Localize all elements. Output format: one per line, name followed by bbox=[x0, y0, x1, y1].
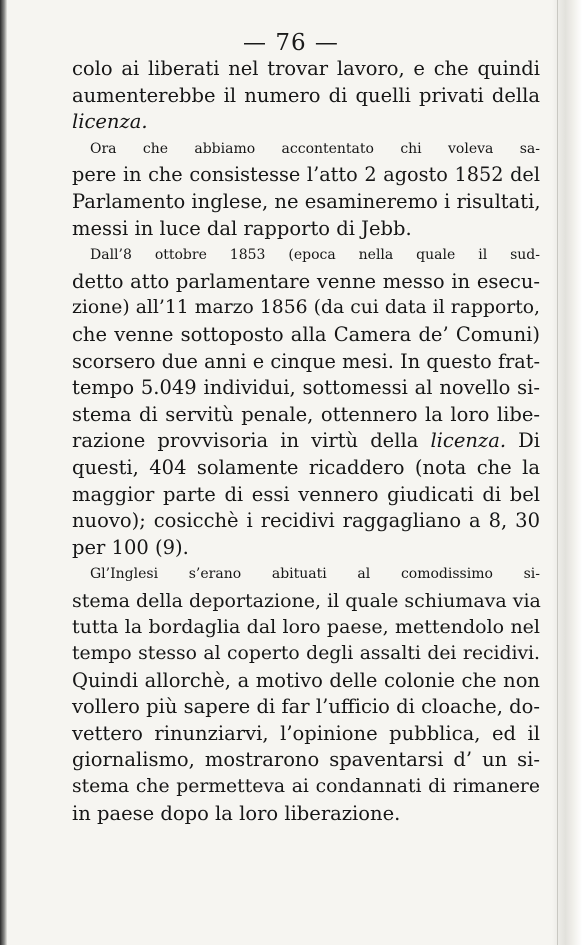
text-line: stema di servitù penale, ottennero la loro libe- bbox=[72, 402, 540, 426]
page-text bbox=[72, 56, 540, 827]
text-line: che venne sottoposto alla Camera de’ Comuni) bbox=[72, 322, 540, 346]
italic-word: licenza. bbox=[430, 429, 507, 453]
text-line: razione provvisoria in virtù della licenza. Di bbox=[72, 429, 541, 453]
text-line: questi, 404 solamente ricaddero (nota che la bbox=[72, 455, 540, 479]
text-line: Parlamento inglese, ne esamineremo i risultati, bbox=[72, 189, 541, 213]
text-line: vollero più sapere di far l’ufficio di cloache, do- bbox=[72, 695, 540, 719]
text-line: giornalismo, mostrarono spaventarsi d’ un si- bbox=[72, 748, 540, 772]
page-left-edge bbox=[0, 0, 7, 945]
text-line: messi in luce dal rapporto di Jebb. bbox=[72, 216, 412, 240]
text-line: Dall’8 ottobre 1853 (epoca nella quale il sud- bbox=[90, 247, 540, 264]
text-line: nuovo); cosicchè i recidivi raggagliano a 8, 30 bbox=[72, 509, 540, 533]
text-line: Gl’Inglesi s’erano abituati al comodissimo si- bbox=[90, 566, 540, 583]
text-line: vettero rinunziarvi, l’opinione pubblica, ed il bbox=[72, 721, 540, 745]
text-line: per 100 (9). bbox=[72, 535, 189, 559]
text-line: detto atto parlamentare venne messo in esecu- bbox=[72, 269, 540, 293]
text-line: colo ai liberati nel trovar lavoro, e che quindi bbox=[72, 57, 540, 80]
page-fold-line bbox=[557, 0, 558, 945]
text-line: tempo 5.049 individui, sottomessi al novello si- bbox=[72, 376, 540, 400]
text-line: pere in che consistesse l’atto 2 agosto 1852 del bbox=[72, 163, 540, 187]
text-line: Ora che abbiamo accontentato chi voleva sa- bbox=[90, 140, 540, 157]
italic-word: licenza. bbox=[72, 110, 148, 134]
text-line: maggior parte di essi vennero giudicati di bel bbox=[72, 482, 540, 506]
text-line: scorsero due anni e cinque mesi. In questo frat- bbox=[72, 349, 540, 373]
text-line: tempo stesso al coperto degli assalti dei recidivi. bbox=[72, 643, 540, 665]
text-line: aumenterebbe il numero di quelli privati della bbox=[72, 83, 540, 107]
text-line: Quindi allorchè, a motivo delle colonie che non bbox=[72, 668, 540, 692]
text-line: tutta la bordaglia dal loro paese, mettendolo nel bbox=[72, 616, 540, 639]
page-number: — 76 — bbox=[243, 30, 339, 56]
text-line: zione) all’11 marzo 1856 (da cui data il rapporto, bbox=[72, 297, 540, 319]
text-line: stema che permetteva ai condannati di rimanere bbox=[72, 776, 540, 798]
text-line: stema della deportazione, il quale schiumava via bbox=[72, 589, 541, 612]
text-line-italic bbox=[72, 109, 540, 136]
text-line: in paese dopo la loro liberazione. bbox=[72, 801, 401, 825]
